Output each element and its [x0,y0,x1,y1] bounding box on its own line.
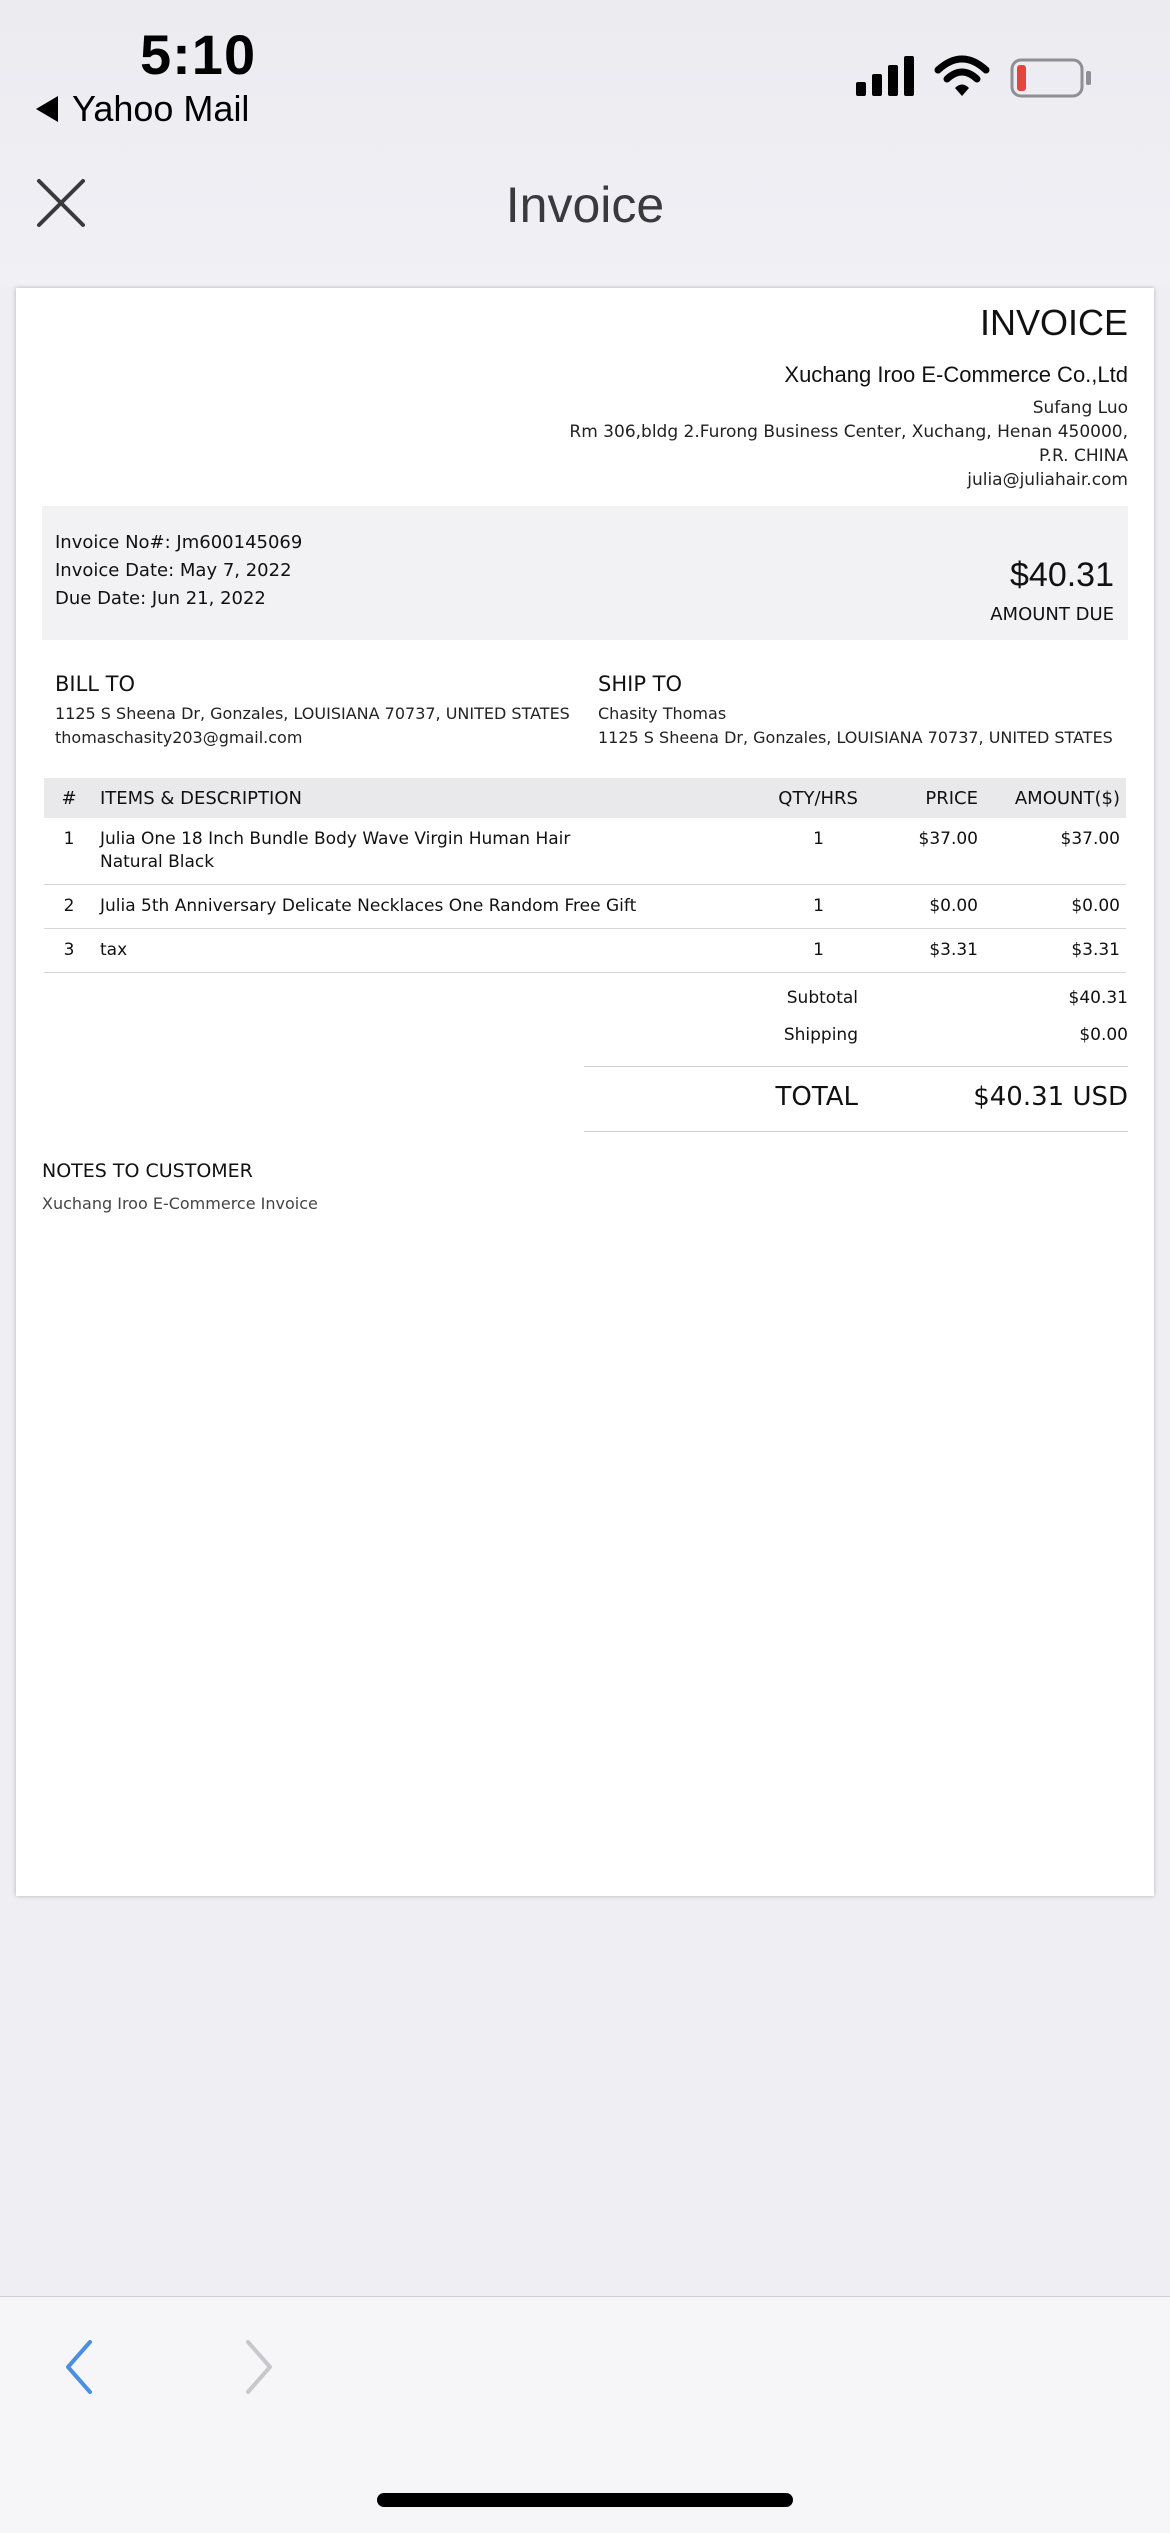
table-row [44,885,1126,929]
top-bar [0,0,1170,286]
invoice-document[interactable] [16,288,1154,1896]
row-desc: Julia 5th Anniversary Delicate Necklaces One Random Free Gift [94,885,644,929]
row-desc: tax [94,929,644,973]
total-value: $40.31 USD [973,1082,1128,1112]
row-amount: $0.00 [984,885,1126,929]
total-label: TOTAL [775,1082,858,1112]
row-desc: Julia One 18 Inch Bundle Body Wave Virgin Human Hair Natural Black [94,818,644,885]
table-row [44,818,1126,885]
back-to-app-button[interactable] [36,88,249,130]
items-table [44,778,1126,973]
bottom-toolbar [0,2296,1170,2533]
invoice-heading: INVOICE [979,302,1128,343]
subtotal-label: Subtotal [786,988,858,1008]
address-line1: Rm 306,bldg 2.Furong Business Center, Xuchang, Henan 450000, [569,422,1128,442]
row-price: $3.31 [864,929,984,973]
page-title: Invoice [505,177,665,233]
row-num: 2 [44,885,94,929]
bill-to-address: 1125 S Sheena Dr, Gonzales, LOUISIANA 70737, UNITED STATES [55,704,570,723]
row-qty: 1 [644,818,864,885]
notes-text: Xuchang Iroo E-Commerce Invoice [42,1194,318,1213]
col-header-desc: ITEMS & DESCRIPTION [94,778,644,818]
ship-to [598,672,1113,750]
ship-to-name: Chasity Thomas [598,704,727,723]
invoice-summary [42,506,1128,640]
status-time: 5:10 [140,23,257,86]
row-num: 1 [44,818,94,885]
table-header-row [44,778,1126,818]
bill-to [55,672,570,750]
bill-to-email[interactable]: thomaschasity203@gmail.com [55,728,303,747]
company-name: Xuchang Iroo E-Commerce Co.,Ltd [784,362,1128,387]
row-amount: $37.00 [984,818,1126,885]
row-price: $37.00 [864,818,984,885]
table-row [44,929,1126,973]
amount-due-label: AMOUNT DUE [990,604,1114,625]
row-amount: $3.31 [984,929,1126,973]
due-date: Due Date: Jun 21, 2022 [55,588,266,609]
chevron-left-icon[interactable] [60,2337,100,2397]
battery-icon [1010,58,1092,98]
col-header-num: # [44,778,94,818]
row-price: $0.00 [864,885,984,929]
back-triangle-icon [36,96,58,122]
col-header-amount: AMOUNT($) [984,778,1126,818]
totals-divider-bottom [584,1131,1128,1132]
seller-address [569,396,1128,492]
subtotal-value: $40.31 [1068,988,1128,1008]
totals-divider [584,1066,1128,1067]
seller-email[interactable]: julia@juliahair.com [967,470,1128,490]
row-qty: 1 [644,885,864,929]
invoice-date: Invoice Date: May 7, 2022 [55,560,292,581]
wifi-icon [934,54,990,98]
col-header-qty: QTY/HRS [644,778,864,818]
back-app-label: Yahoo Mail [72,88,250,129]
chevron-right-icon[interactable] [238,2337,278,2397]
col-header-price: PRICE [864,778,984,818]
shipping-value: $0.00 [1079,1025,1128,1045]
contact-name: Sufang Luo [1032,398,1128,418]
signal-icon [856,56,916,96]
ship-to-heading: SHIP TO [598,672,683,696]
home-indicator[interactable] [377,2493,793,2507]
bill-to-heading: BILL TO [55,672,136,696]
shipping-label: Shipping [783,1025,858,1045]
notes-heading: NOTES TO CUSTOMER [42,1160,253,1182]
invoice-number: Invoice No#: Jm600145069 [55,532,303,553]
address-line2: P.R. CHINA [1038,446,1128,466]
row-num: 3 [44,929,94,973]
ship-to-address: 1125 S Sheena Dr, Gonzales, LOUISIANA 70737, UNITED STATES [598,728,1113,747]
amount-due-value: $40.31 [1010,556,1114,594]
row-qty: 1 [644,929,864,973]
